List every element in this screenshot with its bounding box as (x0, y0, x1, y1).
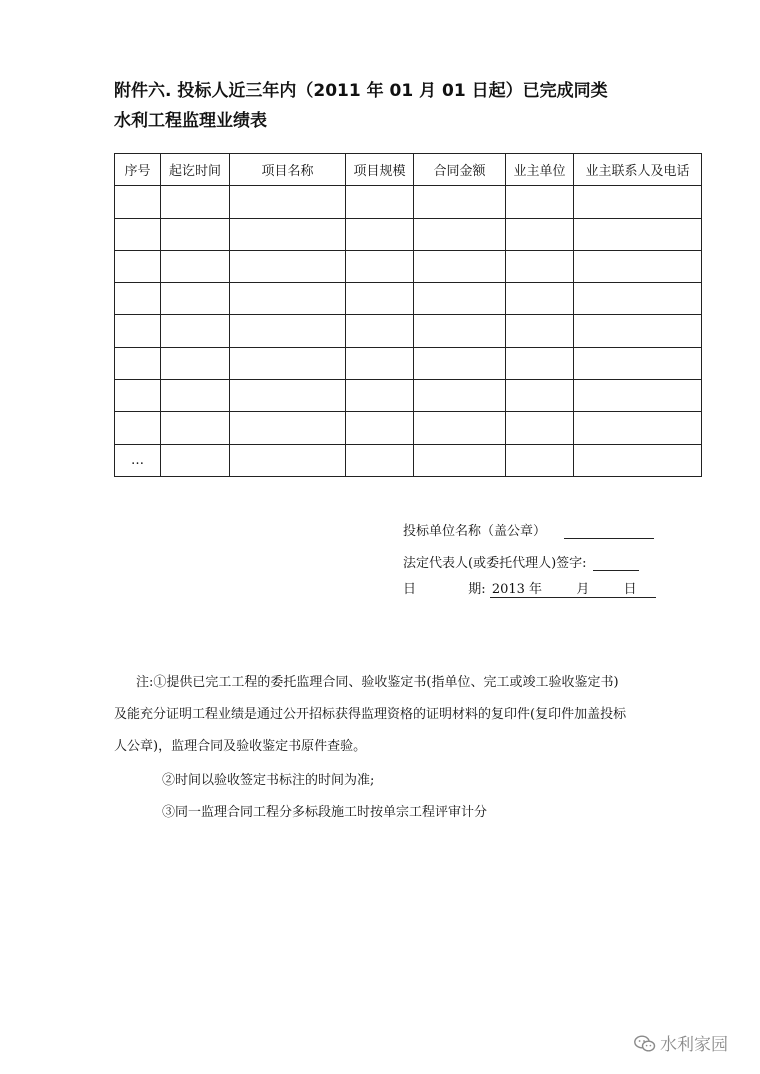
table-cell[interactable] (506, 250, 574, 282)
table-cell[interactable] (506, 347, 574, 379)
table-row (115, 283, 702, 315)
watermark (634, 1030, 728, 1055)
table-cell[interactable] (230, 315, 346, 347)
date-month: 月 (576, 582, 590, 597)
table-cell[interactable] (414, 315, 506, 347)
table-cell[interactable] (574, 347, 702, 379)
table-row (115, 412, 702, 444)
table-cell[interactable] (346, 444, 414, 476)
table-cell[interactable] (574, 218, 702, 250)
table-cell[interactable] (115, 380, 161, 412)
performance-table (114, 153, 702, 477)
date-line (403, 578, 656, 598)
table-cell[interactable] (414, 218, 506, 250)
table-cell[interactable] (506, 380, 574, 412)
table-cell[interactable] (115, 186, 161, 218)
table-cell[interactable] (346, 315, 414, 347)
header-cell-contact: 业主联系人及电话 (574, 154, 702, 186)
table-cell[interactable] (506, 186, 574, 218)
title-line-2: 水利工程监理业绩表 (114, 111, 267, 131)
bidder-name-blank[interactable] (564, 524, 654, 539)
header-cell-period: 起讫时间 (161, 154, 230, 186)
table-cell[interactable] (414, 347, 506, 379)
table-row (115, 444, 702, 476)
table-cell[interactable] (414, 444, 506, 476)
table-cell[interactable] (115, 250, 161, 282)
table-cell[interactable] (346, 412, 414, 444)
table-cell[interactable] (161, 444, 230, 476)
table-cell[interactable] (574, 250, 702, 282)
table-cell[interactable] (346, 347, 414, 379)
table-cell[interactable] (506, 412, 574, 444)
note-line-2: 及能充分证明工程业绩是通过公开招标获得监理资格的证明材料的复印件(复印件加盖投标 (114, 707, 627, 722)
table-cell[interactable] (414, 412, 506, 444)
table-cell[interactable] (506, 218, 574, 250)
table-cell[interactable] (506, 315, 574, 347)
table-cell[interactable] (161, 347, 230, 379)
table-cell[interactable] (230, 347, 346, 379)
note-line-1: 注:①提供已完工工程的委托监理合同、验收鉴定书(指单位、完工或竣工验收鉴定书) (136, 675, 619, 690)
table-cell[interactable] (161, 283, 230, 315)
header-cell-contract-amount: 合同金额 (414, 154, 506, 186)
title-line-1: 附件六. 投标人近三年内（2011 年 01 月 01 日起）已完成同类 (114, 81, 608, 101)
table-cell[interactable] (574, 444, 702, 476)
table-cell[interactable] (574, 186, 702, 218)
table-cell[interactable] (414, 250, 506, 282)
table-cell[interactable] (161, 380, 230, 412)
table-cell[interactable] (230, 380, 346, 412)
date-label-1: 日 (403, 582, 417, 597)
table-cell[interactable] (230, 444, 346, 476)
watermark-text: 水利家园 (660, 1035, 728, 1055)
table-cell[interactable] (574, 283, 702, 315)
table-cell[interactable] (115, 412, 161, 444)
document-title (114, 76, 734, 136)
table-cell[interactable] (161, 250, 230, 282)
representative-blank[interactable] (593, 556, 639, 571)
bidder-name-line (403, 520, 654, 539)
table-cell[interactable] (161, 412, 230, 444)
note-line-3: 人公章)，监理合同及验收鉴定书原件查验。 (114, 739, 367, 754)
table-cell[interactable] (115, 315, 161, 347)
table-cell[interactable] (506, 444, 574, 476)
table-cell[interactable] (115, 218, 161, 250)
table-cell[interactable] (346, 250, 414, 282)
table-cell[interactable] (230, 186, 346, 218)
table-row (115, 186, 702, 218)
table-cell[interactable] (574, 412, 702, 444)
date-year: 2013 年 (491, 582, 543, 597)
table-cell[interactable] (574, 380, 702, 412)
table-cell[interactable] (230, 283, 346, 315)
table-cell-ellipsis: … (115, 444, 161, 476)
table-cell[interactable] (115, 347, 161, 379)
table-cell[interactable] (346, 283, 414, 315)
table-cell[interactable] (346, 218, 414, 250)
table-cell[interactable] (115, 283, 161, 315)
table-cell[interactable] (346, 380, 414, 412)
table-row (115, 250, 702, 282)
table-cell[interactable] (506, 283, 574, 315)
header-cell-project-scale: 项目规模 (346, 154, 414, 186)
table-cell[interactable] (346, 186, 414, 218)
wechat-icon (634, 1035, 656, 1053)
table-cell[interactable] (161, 186, 230, 218)
header-cell-owner: 业主单位 (506, 154, 574, 186)
table-header-row (115, 154, 702, 186)
date-day: 日 (623, 582, 637, 597)
representative-line (403, 552, 639, 571)
header-cell-index: 序号 (115, 154, 161, 186)
date-blank[interactable] (490, 578, 656, 598)
table-cell[interactable] (161, 315, 230, 347)
representative-label: 法定代表人(或委托代理人)签字: (403, 556, 587, 571)
note-line-5: ③同一监理合同工程分多标段施工时按单宗工程评审计分 (162, 805, 488, 820)
table-row (115, 315, 702, 347)
table-cell[interactable] (574, 315, 702, 347)
table-cell[interactable] (414, 186, 506, 218)
header-cell-project-name: 项目名称 (230, 154, 346, 186)
date-label-2: 期: (468, 582, 486, 597)
table-cell[interactable] (414, 283, 506, 315)
table-cell[interactable] (230, 218, 346, 250)
table-cell[interactable] (230, 412, 346, 444)
note-line-4: ②时间以验收签定书标注的时间为准; (162, 773, 375, 788)
table-cell[interactable] (414, 380, 506, 412)
bidder-name-label: 投标单位名称（盖公章） (403, 524, 547, 539)
table-row (115, 380, 702, 412)
table-row (115, 347, 702, 379)
table-row (115, 218, 702, 250)
table-cell[interactable] (230, 250, 346, 282)
table-cell[interactable] (161, 218, 230, 250)
